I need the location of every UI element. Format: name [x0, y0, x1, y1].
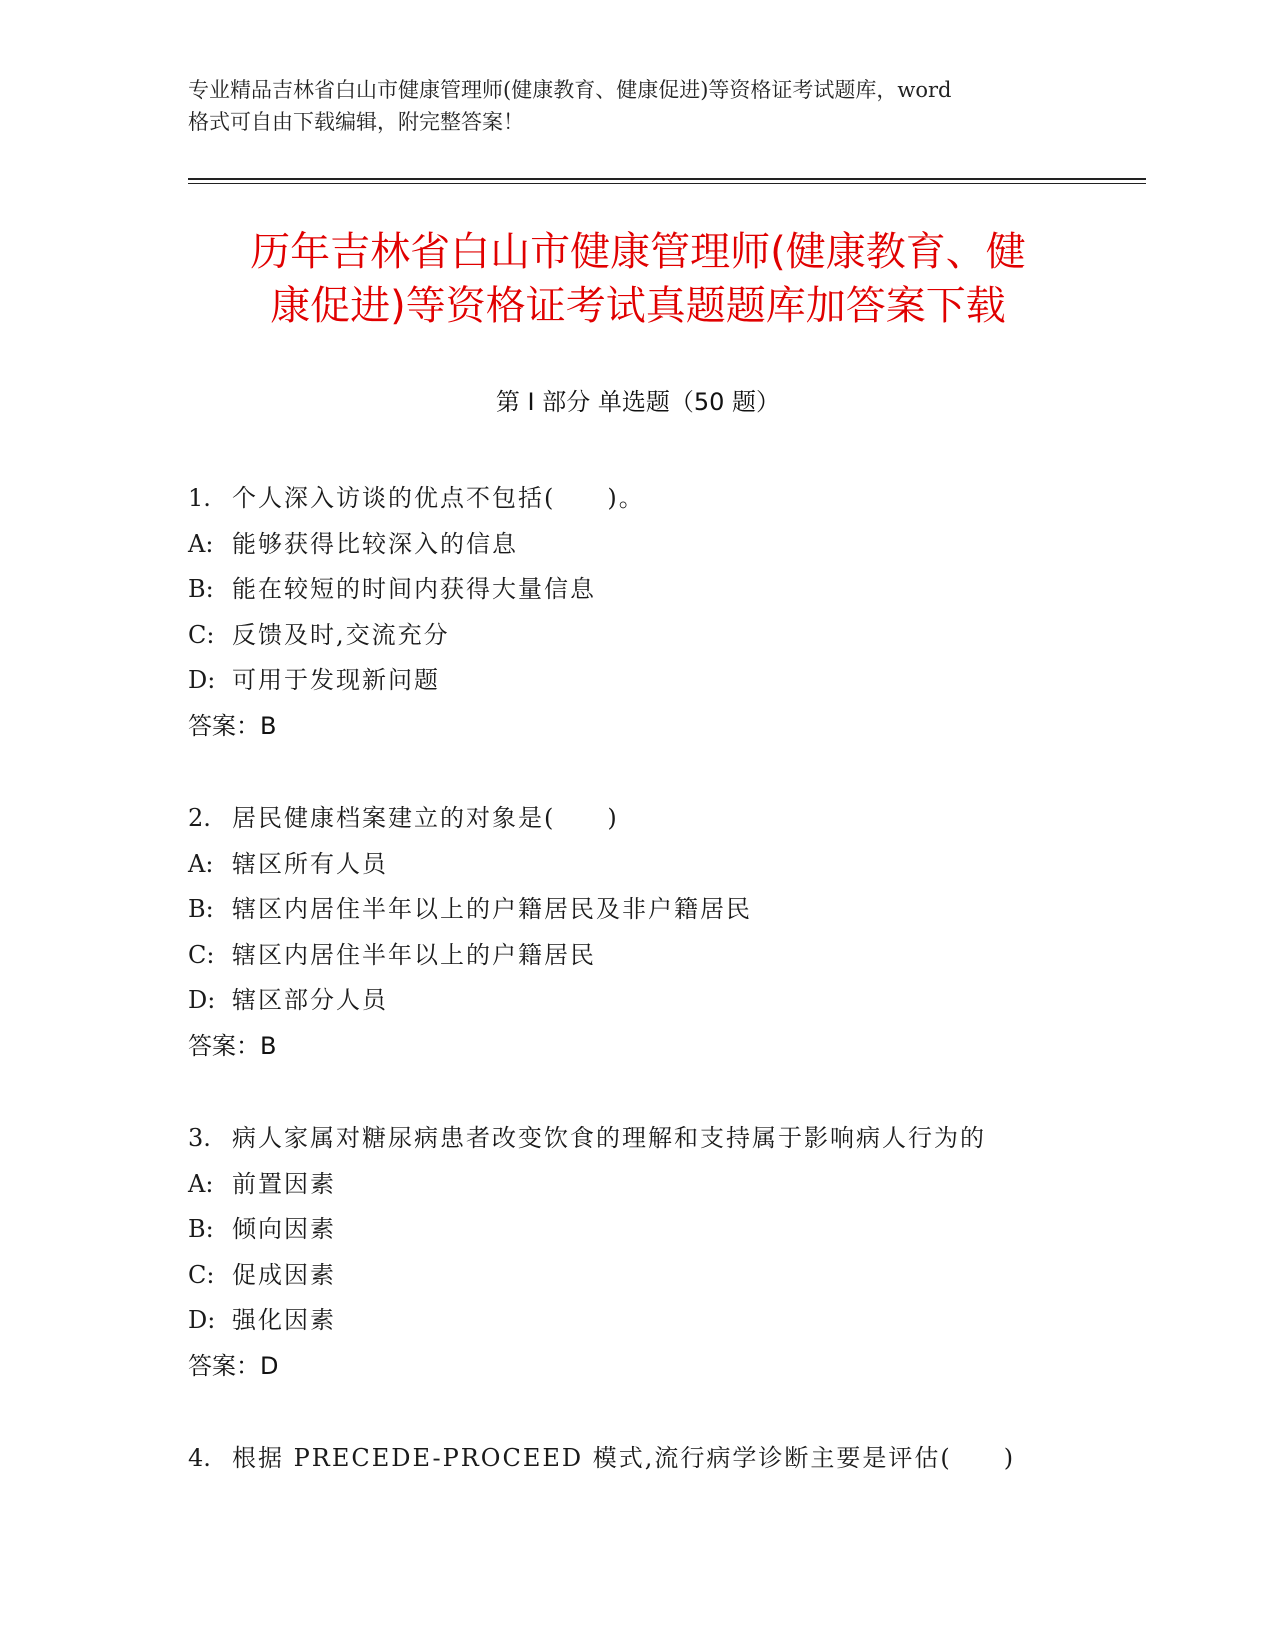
option-label: B:	[188, 575, 214, 603]
option-label: C:	[188, 1260, 215, 1289]
option-label: A:	[188, 849, 214, 878]
question-stem	[188, 1116, 1088, 1162]
option-text: 倾向因素	[232, 1215, 336, 1243]
option-label: B:	[188, 1215, 214, 1243]
header-rule-thick	[188, 178, 1146, 180]
option-c	[188, 613, 1088, 659]
answer-line: 答案：D	[188, 1351, 279, 1380]
option-text: 辖区内居住半年以上的户籍居民	[232, 940, 596, 969]
option-b	[188, 1207, 1088, 1253]
question-3	[188, 1116, 1088, 1389]
document-title-line-1: 历年吉林省白山市健康管理师(健康教育、健	[250, 229, 1026, 275]
header-note	[188, 74, 1088, 138]
option-c	[188, 1253, 1088, 1299]
option-label: A:	[188, 1169, 214, 1198]
option-a	[188, 842, 1088, 888]
option-label: A:	[188, 529, 214, 558]
question-number: 4.	[188, 1444, 211, 1472]
option-text: 辖区部分人员	[232, 986, 388, 1014]
option-text: 促成因素	[232, 1260, 336, 1289]
option-label: D:	[188, 1306, 216, 1334]
header-note-line-2: 格式可自由下载编辑，附完整答案！	[188, 110, 524, 134]
question-2	[188, 796, 1088, 1069]
question-1	[188, 476, 1088, 749]
answer-line: 答案：B	[188, 1031, 277, 1060]
option-text: 可用于发现新问题	[232, 666, 440, 694]
question-stem	[188, 476, 1088, 522]
question-4	[188, 1436, 1088, 1482]
document-title	[188, 225, 1088, 333]
option-text: 前置因素	[232, 1169, 336, 1198]
question-number: 2.	[188, 804, 211, 832]
answer-line: 答案：B	[188, 711, 277, 740]
question-text: 个人深入访谈的优点不包括( )。	[232, 484, 645, 512]
header-rule-thin	[188, 183, 1146, 184]
option-text: 辖区内居住半年以上的户籍居民及非户籍居民	[232, 895, 752, 923]
question-text: 居民健康档案建立的对象是( )	[232, 804, 619, 832]
header-note-line-1: 专业精品吉林省白山市健康管理师(健康教育、健康促进)等资格证考试题库，word	[188, 78, 952, 102]
option-d	[188, 658, 1088, 704]
option-a	[188, 1162, 1088, 1208]
option-label: C:	[188, 940, 215, 969]
option-d	[188, 1298, 1088, 1344]
option-label: B:	[188, 895, 214, 923]
option-text: 反馈及时,交流充分	[232, 620, 450, 649]
option-a	[188, 522, 1088, 568]
option-label: C:	[188, 620, 215, 649]
option-label: D:	[188, 666, 216, 694]
option-label: D:	[188, 986, 216, 1014]
question-stem	[188, 1436, 1088, 1482]
option-text: 辖区所有人员	[232, 849, 388, 878]
option-d	[188, 978, 1088, 1024]
option-b	[188, 887, 1088, 933]
option-text: 能够获得比较深入的信息	[232, 529, 518, 558]
option-text: 能在较短的时间内获得大量信息	[232, 575, 596, 603]
option-text: 强化因素	[232, 1306, 336, 1334]
section-title: 第 I 部分 单选题（50 题）	[495, 388, 781, 416]
option-b	[188, 567, 1088, 613]
question-number: 3.	[188, 1124, 211, 1152]
question-text: 根据 PRECEDE-PROCEED 模式,流行病学诊断主要是评估( )	[232, 1444, 1016, 1472]
option-c	[188, 933, 1088, 979]
question-stem	[188, 796, 1088, 842]
question-text: 病人家属对糖尿病患者改变饮食的理解和支持属于影响病人行为的	[232, 1124, 986, 1152]
question-number: 1.	[188, 484, 211, 512]
document-title-line-2: 康促进)等资格证考试真题题库加答案下载	[270, 283, 1006, 329]
